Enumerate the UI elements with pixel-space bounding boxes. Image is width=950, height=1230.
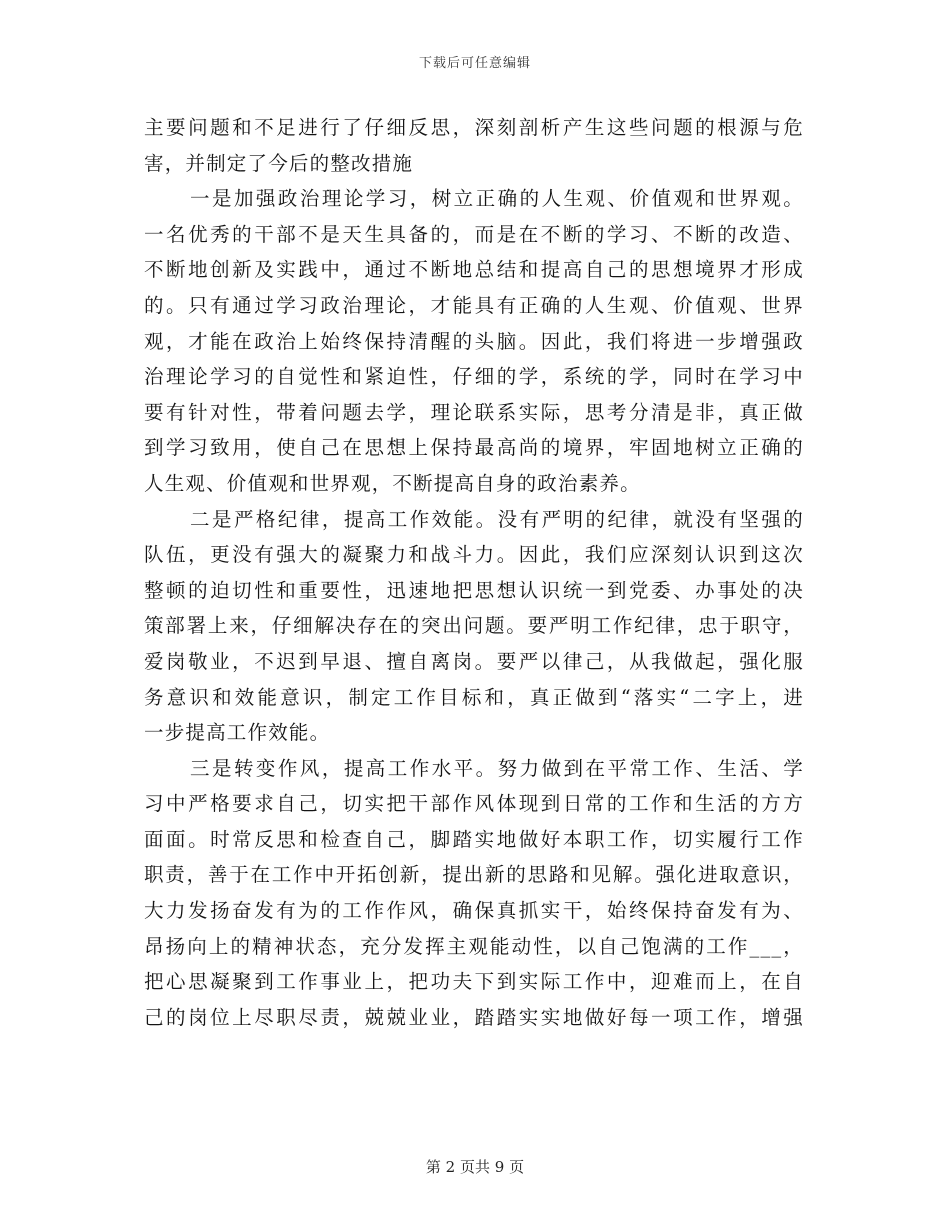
text-line: 己的岗位上尽职尽责，兢兢业业，踏踏实实地做好每一项工作，增强 bbox=[144, 1005, 804, 1029]
text-line: 主要问题和不足进行了仔细反思，深刻剖析产生这些问题的根源与危 bbox=[144, 116, 804, 139]
text-line: 习中严格要求自己，切实把干部作风体现到日常的工作和生活的方方 bbox=[144, 792, 804, 816]
text-line: 要有针对性，带着问题去学，理论联系实际，思考分清是非，真正做 bbox=[144, 400, 804, 424]
text-line: 把心思凝聚到工作事业上，把功夫下到实际工作中，迎难而上，在自 bbox=[144, 970, 804, 994]
text-line: 面面。时常反思和检查自己，脚踏实地做好本职工作，切实履行工作 bbox=[144, 827, 804, 851]
text-line: 一步提高工作效能。 bbox=[144, 721, 331, 745]
text-line: 一名优秀的干部不是天生具备的，而是在不断的学习、不断的改造、 bbox=[144, 222, 804, 246]
text-line: 整顿的迫切性和重要性，迅速地把思想认识统一到党委、办事处的决 bbox=[144, 578, 804, 602]
document-body bbox=[144, 110, 804, 1035]
page-footer: 第 2 页共 9 页 bbox=[425, 1158, 525, 1176]
text-line: 不断地创新及实践中，通过不断地总结和提高自己的思想境界才形成 bbox=[144, 258, 804, 282]
text-line: 到学习致用，使自己在思想上保持最高尚的境界，牢固地树立正确的 bbox=[144, 436, 804, 460]
text-line: 职责，善于在工作中开拓创新，提出新的思路和见解。强化进取意识， bbox=[144, 863, 804, 887]
text-line: 务意识和效能意识，制定工作目标和，真正做到“落实“二字上，进 bbox=[144, 685, 804, 709]
text-line: 策部署上来，仔细解决存在的突出问题。要严明工作纪律，忠于职守， bbox=[144, 614, 804, 638]
text-line: 队伍，更没有强大的凝聚力和战斗力。因此，我们应深刻认识到这次 bbox=[144, 543, 804, 567]
text-line: 一是加强政治理论学习，树立正确的人生观、价值观和世界观。 bbox=[190, 187, 804, 211]
text-line: 人生观、价值观和世界观，不断提高自身的政治素养。 bbox=[144, 471, 641, 495]
page-header: 下载后可任意编辑 bbox=[418, 56, 531, 71]
text-line: 大力发扬奋发有为的工作作风，确保真抓实干，始终保持奋发有为、 bbox=[144, 899, 804, 923]
text-line: 治理论学习的自觉性和紧迫性，仔细的学，系统的学，同时在学习中 bbox=[144, 365, 804, 389]
text-line: 二是严格纪律，提高工作效能。没有严明的纪律，就没有坚强的 bbox=[190, 507, 804, 531]
text-line: 的。只有通过学习政治理论，才能具有正确的人生观、价值观、世界 bbox=[144, 293, 804, 317]
text-line: 爱岗敬业，不迟到早退、擅自离岗。要严以律己，从我做起，强化服 bbox=[144, 649, 804, 673]
text-line: 观，才能在政治上始终保持清醒的头脑。因此，我们将进一步增强政 bbox=[144, 329, 804, 353]
text-line: 昂扬向上的精神状态，充分发挥主观能动性，以自己饱满的工作___， bbox=[144, 934, 804, 958]
text-line: 害，并制定了今后的整改措施 bbox=[144, 151, 414, 175]
text-line: 三是转变作风，提高工作水平。努力做到在平常工作、生活、学 bbox=[190, 756, 804, 780]
